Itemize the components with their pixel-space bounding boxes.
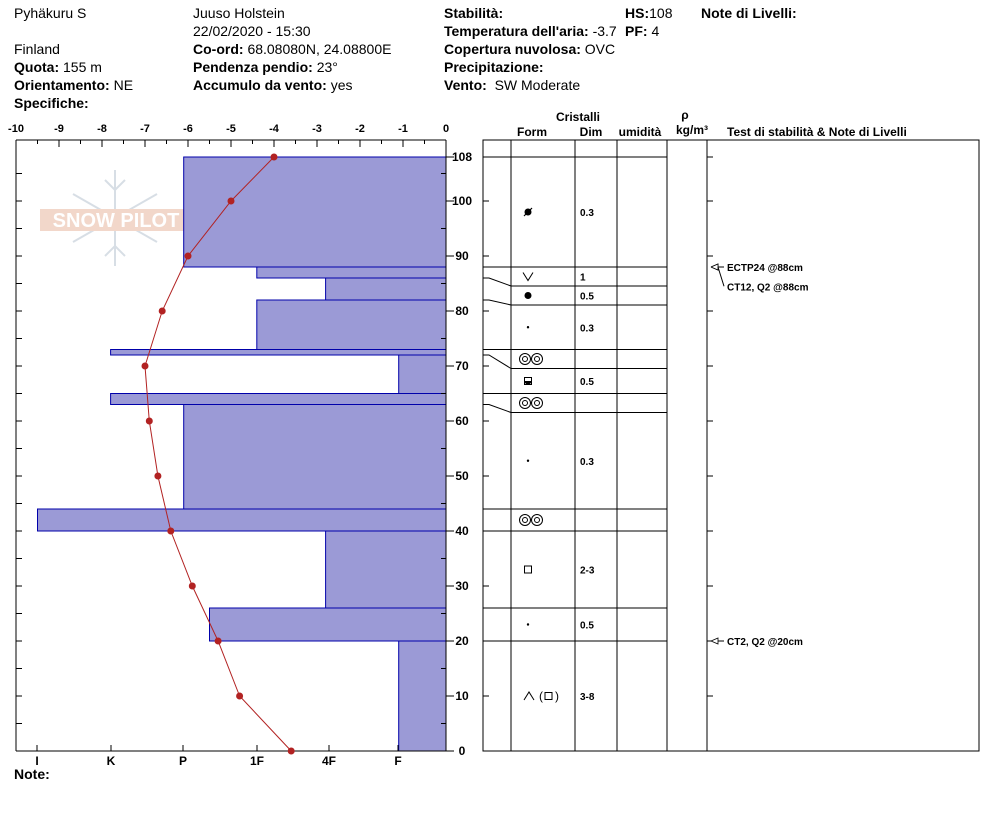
slope-value: 23°: [316, 59, 338, 75]
surface-hoar-icon: [523, 273, 533, 281]
stratigraphy-table: [483, 140, 979, 751]
temperature-point: [159, 308, 166, 315]
height-tick-label: 40: [455, 524, 469, 538]
temperature-tick-label: -4: [269, 123, 279, 135]
depth-hoar-icon: [524, 689, 559, 703]
precip-particle-icon: [527, 623, 529, 625]
watermark-text: SNOW PILOT: [52, 210, 180, 232]
temperature-tick-label: -7: [140, 123, 150, 135]
rounded-faceted-icon: [525, 378, 532, 385]
temperature-tick-label: -9: [54, 123, 64, 135]
hs-label: HS:: [625, 5, 650, 21]
height-tick-label: 108: [451, 150, 473, 164]
precip-particle-icon: [527, 460, 529, 462]
height-tick-label: 100: [451, 194, 473, 208]
specifics-label: Specifiche:: [14, 95, 89, 111]
temperature-tick-label: 0: [442, 123, 450, 135]
layer-connector: [483, 300, 511, 305]
observer: Juuso Holstein: [193, 5, 285, 21]
svg-text:): ): [555, 689, 559, 703]
layer-size: 0.5: [580, 291, 594, 303]
hardness-tick-label: K: [106, 754, 116, 768]
cloud-value: OVC: [584, 41, 616, 57]
height-tick-label: 50: [455, 469, 469, 483]
height-tick-label: 70: [455, 359, 469, 373]
height-tick-label: 10: [455, 689, 469, 703]
faceted-crystal-icon: [525, 566, 532, 573]
filled-circle-icon: [525, 292, 532, 299]
hardness-tick-label: 1F: [249, 754, 265, 768]
cloud-label: Copertura nuvolosa:: [444, 41, 581, 57]
temperature-point: [154, 473, 161, 480]
layer-connector: [483, 405, 511, 413]
height-tick-label: 0: [458, 744, 466, 758]
coord-label: Co-ord:: [193, 41, 244, 57]
height-tick-label: 30: [455, 579, 469, 593]
temperature-tick-label: -1: [398, 123, 408, 135]
pf-value: 4: [651, 23, 660, 39]
layer-notes-title: Note di Livelli:: [701, 5, 797, 21]
melt-freeze-icon: [520, 398, 543, 409]
aspect-value: NE: [113, 77, 134, 93]
stability-test: [711, 263, 803, 274]
graupel-icon: [524, 208, 532, 216]
aspect-label: Orientamento:: [14, 77, 110, 93]
temperature-point: [236, 693, 243, 700]
header-form: Form: [517, 125, 547, 139]
wind-load-value: yes: [330, 77, 353, 93]
height-tick-label: 20: [455, 634, 469, 648]
precip-label: Precipitazione:: [444, 59, 544, 75]
temperature-tick-label: -2: [355, 123, 365, 135]
layer-connector: [483, 278, 511, 286]
svg-text:CT2, Q2 @20cm: CT2, Q2 @20cm: [727, 637, 803, 648]
temperature-point: [142, 363, 149, 370]
layer-size: 3-8: [580, 692, 595, 703]
melt-freeze-icon: [520, 515, 543, 526]
hs-value: 108: [649, 5, 673, 21]
air-temp-label: Temperatura dell'aria:: [444, 23, 589, 39]
hardness-tick-label: P: [178, 754, 188, 768]
svg-text:(: (: [539, 689, 543, 703]
temperature-tick-label: -6: [183, 123, 193, 135]
temperature-point: [185, 253, 192, 260]
wind-load-label: Accumulo da vento:: [193, 77, 327, 93]
pf-label: PF:: [625, 23, 648, 39]
temperature-point: [215, 638, 222, 645]
hardness-tick-label: F: [394, 754, 402, 768]
table-frame: [483, 140, 979, 751]
temperature-point: [271, 154, 278, 161]
layer-size: 1: [580, 272, 586, 284]
melt-freeze-icon: [520, 354, 543, 365]
svg-text:ECTP24 @88cm: ECTP24 @88cm: [727, 263, 803, 274]
temperature-tick-label: -8: [97, 123, 107, 135]
table-headers: [517, 108, 907, 139]
notes: Note:: [14, 766, 50, 782]
layer-size: 0.5: [580, 377, 594, 388]
header-moisture: umidità: [618, 125, 662, 139]
temperature-point: [288, 748, 295, 755]
hardness-profile: [38, 157, 447, 751]
layer-size: 2-3: [580, 565, 595, 577]
temperature-point: [189, 583, 196, 590]
coord-value: 68.08080N, 24.08800E: [247, 41, 392, 57]
header-density-symbol: ρ: [681, 108, 689, 122]
layer-size: 0.3: [580, 456, 594, 468]
wind-value: SW Moderate: [494, 77, 581, 93]
elevation-value: 155 m: [63, 59, 102, 75]
hardness-tick-label: 4F: [321, 754, 337, 768]
precip-particle-icon: [527, 326, 529, 328]
wind-label: Vento:: [444, 77, 487, 93]
datetime: 22/02/2020 - 15:30: [193, 23, 311, 39]
height-tick-label: 60: [455, 414, 469, 428]
hardness-tick-label: I: [35, 754, 39, 768]
temperature-tick-label: -5: [226, 123, 236, 135]
layer-size: 0.3: [580, 208, 594, 219]
header-size: Dim: [579, 125, 603, 139]
stability-test: [711, 637, 803, 648]
elevation-label: Quota:: [14, 59, 60, 75]
header-tests: Test di stabilità & Note di Livelli: [727, 125, 907, 139]
temperature-tick-label: -10: [8, 123, 24, 135]
header-density-unit: kg/m³: [675, 123, 709, 137]
temperature-point: [167, 528, 174, 535]
height-tick-label: 80: [455, 304, 469, 318]
temperature-tick-label: -3: [312, 123, 322, 135]
temperature-point: [228, 198, 235, 205]
stability-label: Stabilità:: [444, 5, 504, 21]
height-tick-label: 90: [455, 249, 469, 263]
air-temp-value: -3.7: [592, 23, 617, 39]
layer-size: 0.3: [580, 323, 594, 335]
location-name: Pyhäkuru S: [14, 5, 87, 21]
country: Finland: [14, 41, 60, 57]
header-crystals: Cristalli: [555, 110, 601, 124]
slope-label: Pendenza pendio:: [193, 59, 313, 75]
temperature-point: [146, 418, 153, 425]
snowpilot-watermark: [40, 170, 192, 266]
layer-size: 0.5: [580, 620, 594, 632]
svg-text:CT12, Q2 @88cm: CT12, Q2 @88cm: [727, 282, 809, 294]
